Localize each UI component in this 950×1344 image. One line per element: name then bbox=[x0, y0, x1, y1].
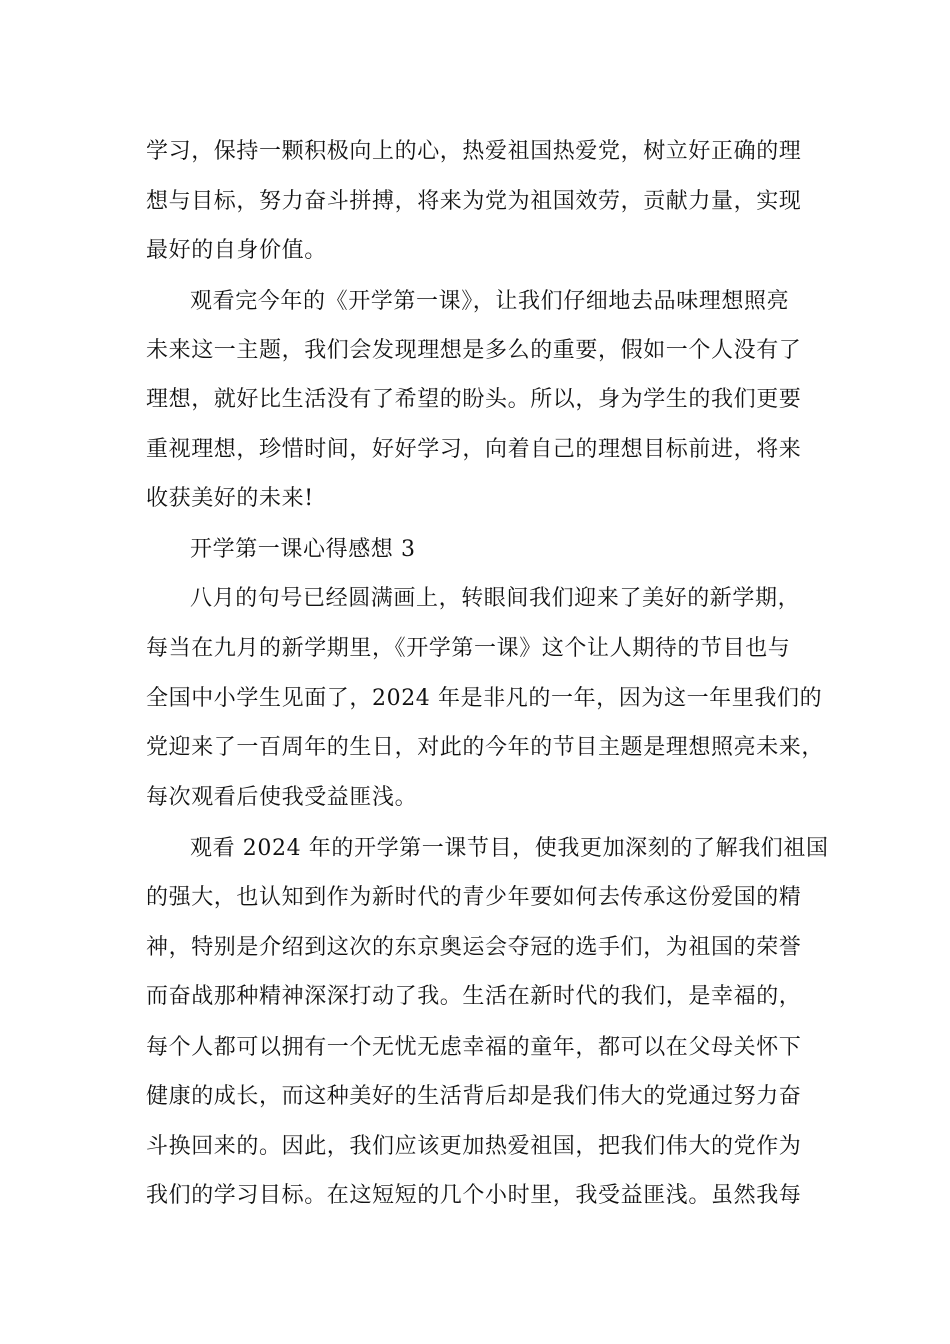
text-line: 每当在九月的新学期里，《开学第一课》这个让人期待的节目也与 bbox=[146, 636, 791, 661]
text-line: 学习，保持一颗积极向上的心，热爱祖国热爱党，树立好正确的理 bbox=[146, 139, 802, 164]
text-line: 的强大，也认知到作为新时代的青少年要如何去传承这份爱国的精 bbox=[146, 885, 802, 910]
text-line: 每个人都可以拥有一个无忧无虑幸福的童年，都可以在父母关怀下 bbox=[146, 1035, 802, 1060]
text-line: 而奋战那种精神深深打动了我。生活在新时代的我们，是幸福的， bbox=[146, 984, 802, 1009]
text-line: 党迎来了一百周年的生日，对此的今年的节目主题是理想照亮未来， bbox=[146, 735, 825, 760]
text-line: 全国中小学生见面了，2024 年是非凡的一年，因为这一年里我们的 bbox=[146, 686, 823, 711]
text-line: 想与目标，努力奋斗拼搏，将来为党为祖国效劳，贡献力量，实现 bbox=[146, 189, 802, 214]
text-line: 神，特别是介绍到这次的东京奥运会夺冠的选手们，为祖国的荣誉 bbox=[146, 935, 802, 960]
text-line: 健康的成长，而这种美好的生活背后却是我们伟大的党通过努力奋 bbox=[146, 1084, 802, 1109]
text-line: 我们的学习目标。在这短短的几个小时里，我受益匪浅。虽然我每 bbox=[146, 1183, 802, 1208]
section-heading: 开学第一课心得感想 3 bbox=[190, 537, 416, 562]
text-line: 收获美好的未来! bbox=[146, 486, 314, 511]
text-line: 斗换回来的。因此，我们应该更加热爱祖国，把我们伟大的党作为 bbox=[146, 1134, 802, 1159]
text-line: 重视理想，珍惜时间，好好学习，向着自己的理想目标前进，将来 bbox=[146, 437, 802, 462]
text-line: 观看 2024 年的开学第一课节目，使我更加深刻的了解我们祖国 bbox=[190, 836, 829, 861]
text-line: 八月的句号已经圆满画上，转眼间我们迎来了美好的新学期， bbox=[190, 586, 801, 611]
text-line: 每次观看后使我受益匪浅。 bbox=[146, 785, 418, 810]
text-line: 理想，就好比生活没有了希望的盼头。所以，身为学生的我们更要 bbox=[146, 387, 802, 412]
text-line: 观看完今年的《开学第一课》，让我们仔细地去品味理想照亮 bbox=[190, 289, 790, 314]
text-line: 未来这一主题，我们会发现理想是多么的重要，假如一个人没有了 bbox=[146, 338, 802, 363]
text-line: 最好的自身价值。 bbox=[146, 238, 327, 263]
